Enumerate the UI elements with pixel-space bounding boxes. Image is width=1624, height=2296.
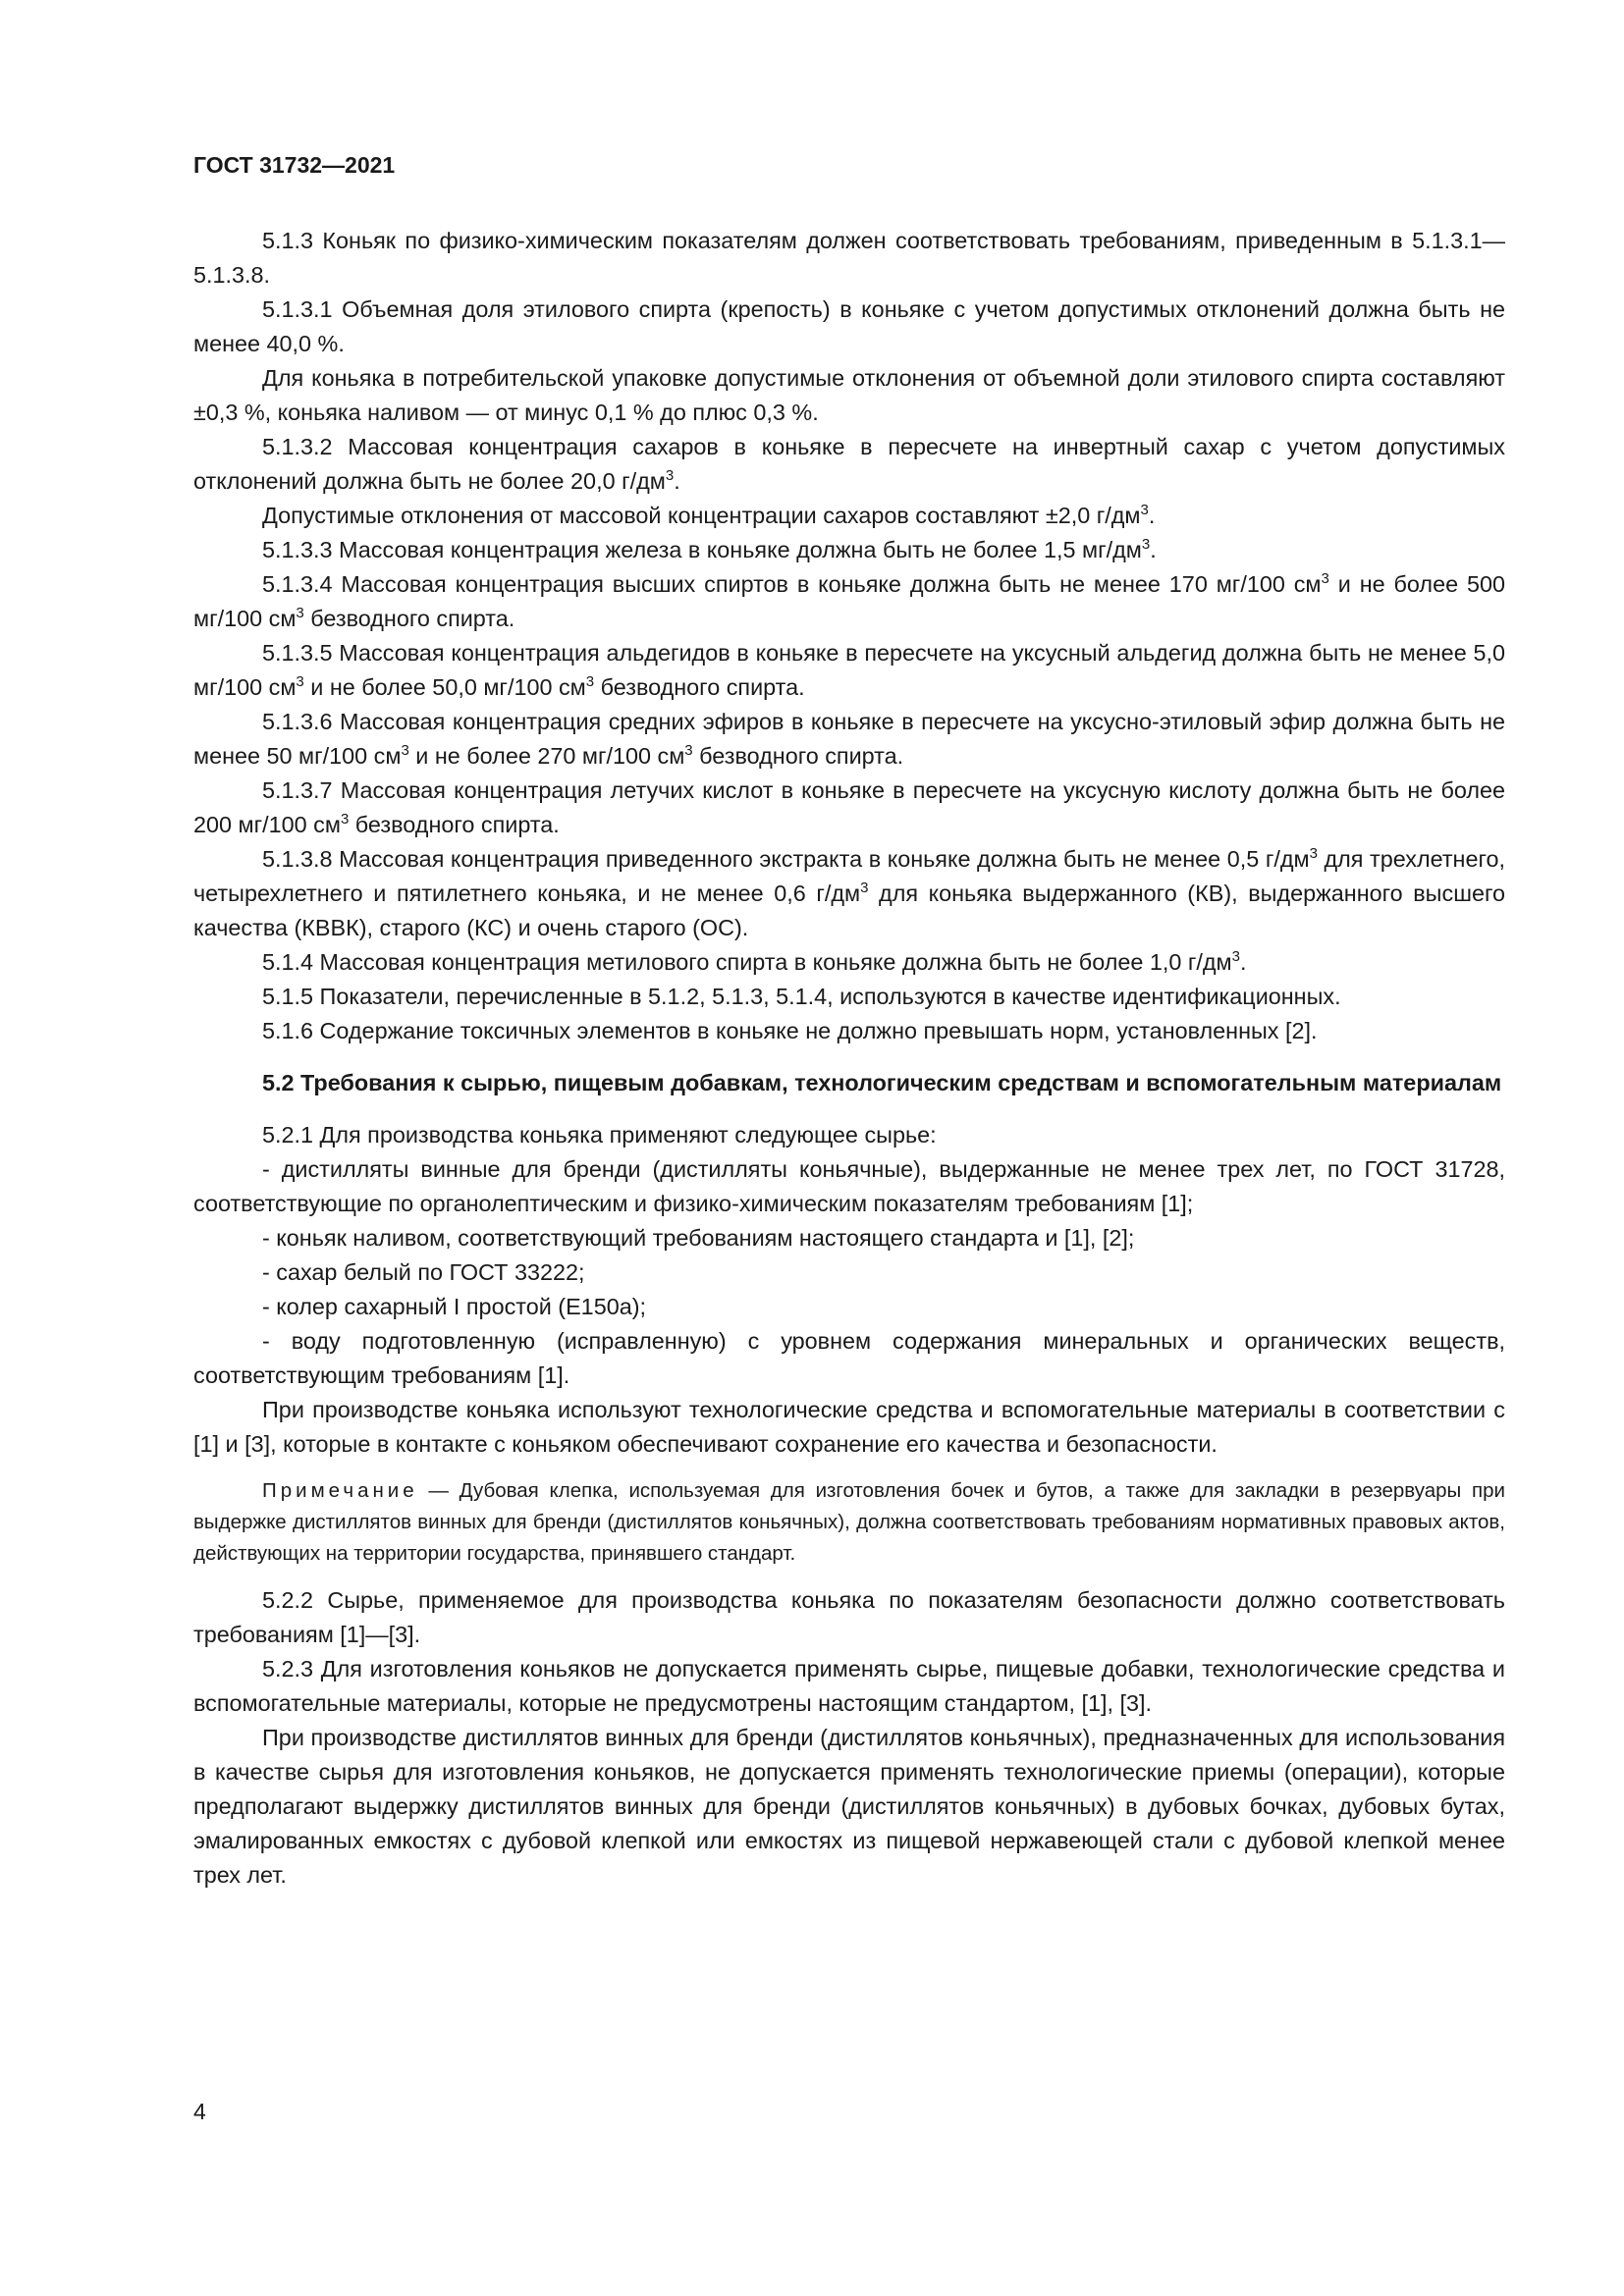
paragraph-tech-means: При производстве коньяка используют технологические средства и вспомогательные материалы в соответствии с [1] и [3], которые в контакте с коньяком обеспечивают сохранение его качества и безопасности. xyxy=(193,1397,1505,1457)
paragraph-distillates: При производстве дистиллятов винных для бренди (дистиллятов коньячных), предназначенных для использования в качестве сырья для изготовления коньяков, не допускается применять технологические приемы (операции), которые предполагают выдержку дистиллятов винных для бренди (дистиллятов коньячных) в дубовых бочках, дубовых бутах, эмалированных емкостях с дубовой клепкой или емкостях из пищевой нержавеющей стали с дубовой клепкой менее трех лет. xyxy=(193,1725,1505,1888)
paragraph-5-1-3-4: 5.1.3.4 Массовая концентрация высших спиртов в коньяке должна быть не менее 170 мг/100 $см^3$ и не более 500 мг/100 $см^3$ безводного спирта. xyxy=(193,570,1506,631)
document-body xyxy=(193,224,1505,1893)
list-item: - колер сахарный I простой (Е150а); xyxy=(262,1294,647,1319)
note-label: Примечание xyxy=(262,1479,418,1502)
paragraph-5-1-3-3: 5.1.3.3 Массовая концентрация железа в коньяке должна быть не более 1,5 $мг/дм^3$. xyxy=(262,536,1157,562)
paragraph-5-1-3: 5.1.3 Коньяк по физико-химическим показателям должен соответствовать требованиям, приведенным в 5.1.3.1—5.1.3.8. xyxy=(193,228,1505,288)
note-text: — Дубовая клепка, используемая для изготовления бочек и бутов, а также для закладки в резервуары при выдержке дистиллятов винных для бренди (дистиллятов коньячных), должна соответствовать требованиям нормативных правовых актов, действующих на территории государства, принявшего стандарт. xyxy=(193,1479,1505,1565)
paragraph-5-1-6: 5.1.6 Содержание токсичных элементов в коньяке не должно превышать норм, установленных [2]. xyxy=(262,1018,1318,1043)
paragraph-deviation-alcohol: Для коньяка в потребительской упаковке допустимые отклонения от объемной доли этилового спирта составляют ±0,3 %, коньяка наливом — от минус 0,1 % до плюс 0,3 %. xyxy=(193,365,1505,425)
section-heading-5-2: 5.2 Требования к сырью, пищевым добавкам, технологическим средствам и вспомогательным материалам xyxy=(262,1070,1502,1095)
paragraph-5-1-4: 5.1.4 Массовая концентрация метилового спирта в коньяке должна быть не более 1,0 $г/дм^3$. xyxy=(262,948,1247,975)
list-item: - воду подготовленную (исправленную) с уровнем содержания минеральных и органических веществ, соответствующим требованиям [1]. xyxy=(193,1328,1505,1388)
paragraph-5-1-3-2: 5.1.3.2 Массовая концентрация сахаров в коньяке в пересчете на инвертный сахар с учетом допустимых отклонений должна быть не более 20,0 $г/дм^3$. xyxy=(193,434,1505,494)
paragraph-5-2-3: 5.2.3 Для изготовления коньяков не допускается применять сырье, пищевые добавки, технологические средства и вспомогательные материалы, которые не предусмотрены настоящим стандартом, [1], [3]. xyxy=(193,1656,1505,1716)
paragraph-5-1-3-8: 5.1.3.8 Массовая концентрация приведенного экстракта в коньяке должна быть не менее 0,5 $г/дм^3$ для трехлетнего, четырехлетнего и пятилетнего коньяка, и не менее 0,6 $г/дм^3$ для коньяка выдержанного (КВ), выдержанного высшего качества (КВВК), старого (КС) и очень старого (ОС). xyxy=(193,845,1505,940)
paragraph-5-1-3-7: 5.1.3.7 Массовая концентрация летучих кислот в коньяке в пересчете на уксусную кислоту должна быть не более 200 мг/100 $см^3$ безводного спирта. xyxy=(193,777,1505,837)
note xyxy=(193,1475,1505,1570)
paragraph-5-1-3-5: 5.1.3.5 Массовая концентрация альдегидов в коньяке в пересчете на уксусный альдегид должна быть не менее 5,0 мг/100 $см^3$ и не более 50,0 мг/100 $см^3$ безводного спирта. xyxy=(193,640,1505,700)
paragraph-5-2-1: 5.2.1 Для производства коньяка применяют следующее сырье: xyxy=(262,1122,937,1148)
list-item: - дистилляты винные для бренди (дистилляты коньячные), выдержанные не менее трех лет, по ГОСТ 31728, соответствующие по органолептическим и физико-химическим показателям требованиям [1]; xyxy=(193,1156,1505,1216)
list-item: - сахар белый по ГОСТ 33222; xyxy=(262,1259,585,1285)
paragraph-5-1-5: 5.1.5 Показатели, перечисленные в 5.1.2, 5.1.3, 5.1.4, используются в качестве идентификационных. xyxy=(262,984,1341,1009)
paragraph-deviation-sugar: Допустимые отклонения от массовой концентрации сахаров составляют ±2,0 $г/дм^3$. xyxy=(262,502,1156,528)
paragraph-5-1-3-1: 5.1.3.1 Объемная доля этилового спирта (крепость) в коньяке с учетом допустимых отклонений должна быть не менее 40,0 %. xyxy=(193,296,1505,356)
list-item: - коньяк наливом, соответствующий требованиям настоящего стандарта и [1], [2]; xyxy=(262,1225,1135,1251)
page-number: 4 xyxy=(193,2099,206,2124)
paragraph-5-1-3-6: 5.1.3.6 Массовая концентрация средних эфиров в коньяке в пересчете на уксусно-этиловый эфир должна быть не менее 50 мг/100 $см^3$ и не более 270 мг/100 $см^3$ безводного спирта. xyxy=(193,709,1505,769)
paragraph-5-2-2: 5.2.2 Сырье, применяемое для производства коньяка по показателям безопасности должно соответствовать требованиям [1]—[3]. xyxy=(193,1587,1505,1647)
page-header: ГОСТ 31732—2021 xyxy=(193,152,396,178)
